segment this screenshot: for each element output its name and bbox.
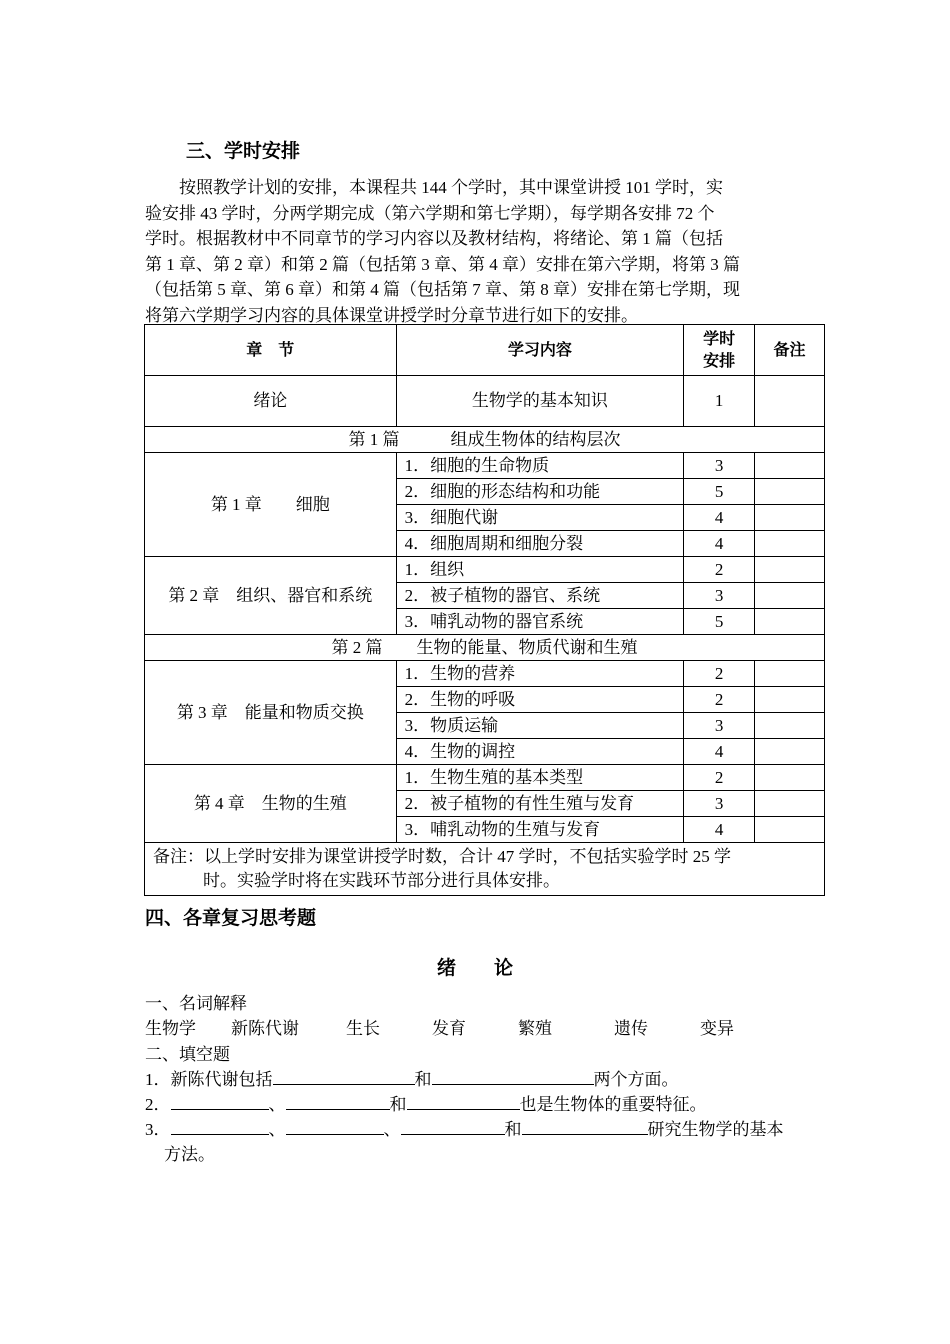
answer-blank[interactable] <box>401 1116 505 1135</box>
content-cell: 3．哺乳动物的生殖与发育 <box>396 817 684 843</box>
answer-blank[interactable] <box>171 1116 269 1135</box>
chapter-title: 绪 论 <box>436 957 513 979</box>
fill-question-3 <box>145 1115 784 1140</box>
remark-cell <box>755 687 825 713</box>
content-cell: 4．细胞周期和细胞分裂 <box>396 531 684 557</box>
intro-hours: 1 <box>684 376 755 427</box>
hours-cell: 2 <box>684 661 755 687</box>
hours-cell: 2 <box>684 765 755 791</box>
header-remark: 备注 <box>755 325 825 376</box>
remark-cell <box>755 479 825 505</box>
answer-blank[interactable] <box>273 1066 415 1085</box>
content-cell: 2．被子植物的有性生殖与发育 <box>396 791 684 817</box>
remark-cell <box>755 765 825 791</box>
note-line-1: 备注：以上学时安排为课堂讲授学时数，合计 47 学时，不包括实验学时 25 学 <box>153 847 731 866</box>
content-cell: 1．生物的营养 <box>396 661 684 687</box>
chapter-4-name: 第 4 章 生物的生殖 <box>145 765 397 843</box>
remark-cell <box>755 713 825 739</box>
hours-cell: 5 <box>684 479 755 505</box>
chapter-3-name: 第 3 章 能量和物质交换 <box>145 661 397 765</box>
remark-cell <box>755 557 825 583</box>
remark-cell <box>755 505 825 531</box>
answer-blank[interactable] <box>286 1116 384 1135</box>
intro-content: 生物学的基本知识 <box>396 376 684 427</box>
table-row <box>145 765 825 791</box>
remark-cell <box>755 661 825 687</box>
term: 繁殖 <box>518 1019 552 1038</box>
hours-cell: 4 <box>684 739 755 765</box>
content-cell: 1．细胞的生命物质 <box>396 453 684 479</box>
fill-suffix: 两个方面。 <box>593 1070 679 1089</box>
hours-cell: 3 <box>684 791 755 817</box>
intro-chapter: 绪论 <box>145 376 397 427</box>
note-line-2: 时。实验学时将在实践环节部分进行具体安排。 <box>203 871 560 890</box>
remark-cell <box>755 583 825 609</box>
content-cell: 3．细胞代谢 <box>396 505 684 531</box>
header-chapter: 章 节 <box>145 325 397 376</box>
term: 新陈代谢 <box>231 1019 299 1038</box>
header-hours-line2: 安排 <box>703 351 736 370</box>
header-hours <box>684 325 755 376</box>
remark-cell <box>755 791 825 817</box>
answer-blank[interactable] <box>171 1091 269 1110</box>
part-row <box>145 427 825 453</box>
hours-cell: 5 <box>684 609 755 635</box>
terms-list <box>145 1014 734 1039</box>
term: 生物学 <box>145 1019 196 1038</box>
answer-blank[interactable] <box>407 1091 520 1110</box>
content-cell: 2．细胞的形态结构和功能 <box>396 479 684 505</box>
hours-cell: 2 <box>684 687 755 713</box>
hours-cell: 2 <box>684 557 755 583</box>
remark-cell <box>755 376 825 427</box>
table-row <box>145 661 825 687</box>
fill-prefix: 2． <box>145 1095 171 1114</box>
content-cell: 1．生物生殖的基本类型 <box>396 765 684 791</box>
paragraph-line: （包括第 5 章、第 6 章）和第 4 篇（包括第 7 章、第 8 章）安排在第七学期，现 <box>145 280 740 299</box>
term: 生长 <box>346 1019 380 1038</box>
answer-blank[interactable] <box>432 1066 594 1085</box>
hours-cell: 4 <box>684 505 755 531</box>
header-content: 学习内容 <box>396 325 684 376</box>
fill-sep: 、 <box>268 1120 286 1139</box>
fill-mid: 和 <box>414 1070 432 1089</box>
remark-cell <box>755 739 825 765</box>
fill-prefix: 1．新陈代谢包括 <box>145 1070 273 1089</box>
note-row <box>145 843 825 896</box>
term: 变异 <box>700 1019 734 1038</box>
content-cell: 4．生物的调控 <box>396 739 684 765</box>
content-cell: 2．生物的呼吸 <box>396 687 684 713</box>
paragraph-line: 学时。根据教材中不同章节的学习内容以及教材结构，将绪论、第 1 篇（包括 <box>145 229 723 248</box>
fill-suffix: 也是生物体的重要特征。 <box>519 1095 707 1114</box>
content-cell: 3．物质运输 <box>396 713 684 739</box>
hours-cell: 3 <box>684 583 755 609</box>
table-header-row <box>145 325 825 376</box>
paragraph-line: 第 1 章、第 2 章）和第 2 篇（包括第 3 章、第 4 章）安排在第六学期，将第 3 篇 <box>145 254 740 274</box>
schedule-table <box>144 324 825 896</box>
chapter-1-name: 第 1 章 细胞 <box>145 453 397 557</box>
fill-suffix: 研究生物学的基本 <box>647 1120 784 1139</box>
hours-cell: 3 <box>684 453 755 479</box>
part-2-title: 第 2 篇 生物的能量、物质代谢和生殖 <box>145 635 825 661</box>
paragraph-line: 将第六学期学习内容的具体课堂讲授学时分章节进行如下的安排。 <box>145 305 638 325</box>
schedule-paragraph <box>145 175 811 328</box>
hours-cell: 4 <box>684 817 755 843</box>
fill-question-1 <box>145 1065 679 1090</box>
section-3-heading: 三、学时安排 <box>186 140 301 162</box>
remark-cell <box>755 609 825 635</box>
fill-question-2 <box>145 1090 707 1115</box>
fill-question-3-cont: 方法。 <box>164 1145 215 1164</box>
section-4-heading: 四、各章复习思考题 <box>145 907 317 929</box>
paragraph-line: 按照教学计划的安排，本课程共 144 个学时，其中课堂讲授 101 学时，实 <box>145 178 723 197</box>
fill-sep: 、 <box>383 1120 401 1139</box>
q2-heading: 二、填空题 <box>145 1045 230 1064</box>
paragraph-line: 验安排 43 学时，分两学期完成（第六学期和第七学期），每学期各安排 72 个 <box>145 203 715 223</box>
term: 遗传 <box>614 1019 648 1038</box>
table-row <box>145 557 825 583</box>
fill-mid: 和 <box>504 1120 522 1139</box>
header-hours-line1: 学时 <box>703 329 736 348</box>
q1-heading: 一、名词解释 <box>145 994 247 1013</box>
table-row <box>145 376 825 427</box>
hours-cell: 4 <box>684 531 755 557</box>
remark-cell <box>755 817 825 843</box>
answer-blank[interactable] <box>286 1091 390 1110</box>
term: 发育 <box>432 1019 466 1038</box>
fill-prefix: 3． <box>145 1120 171 1139</box>
hours-cell: 3 <box>684 713 755 739</box>
part-row <box>145 635 825 661</box>
content-cell: 2．被子植物的器官、系统 <box>396 583 684 609</box>
fill-mid: 和 <box>389 1095 407 1114</box>
chapter-2-name: 第 2 章 组织、器官和系统 <box>145 557 397 635</box>
remark-cell <box>755 531 825 557</box>
part-1-title: 第 1 篇 组成生物体的结构层次 <box>145 427 825 453</box>
answer-blank[interactable] <box>522 1116 648 1135</box>
content-cell: 3．哺乳动物的器官系统 <box>396 609 684 635</box>
table-row <box>145 453 825 479</box>
remark-cell <box>755 453 825 479</box>
content-cell: 1．组织 <box>396 557 684 583</box>
table-note <box>145 843 825 896</box>
fill-sep: 、 <box>268 1095 286 1114</box>
